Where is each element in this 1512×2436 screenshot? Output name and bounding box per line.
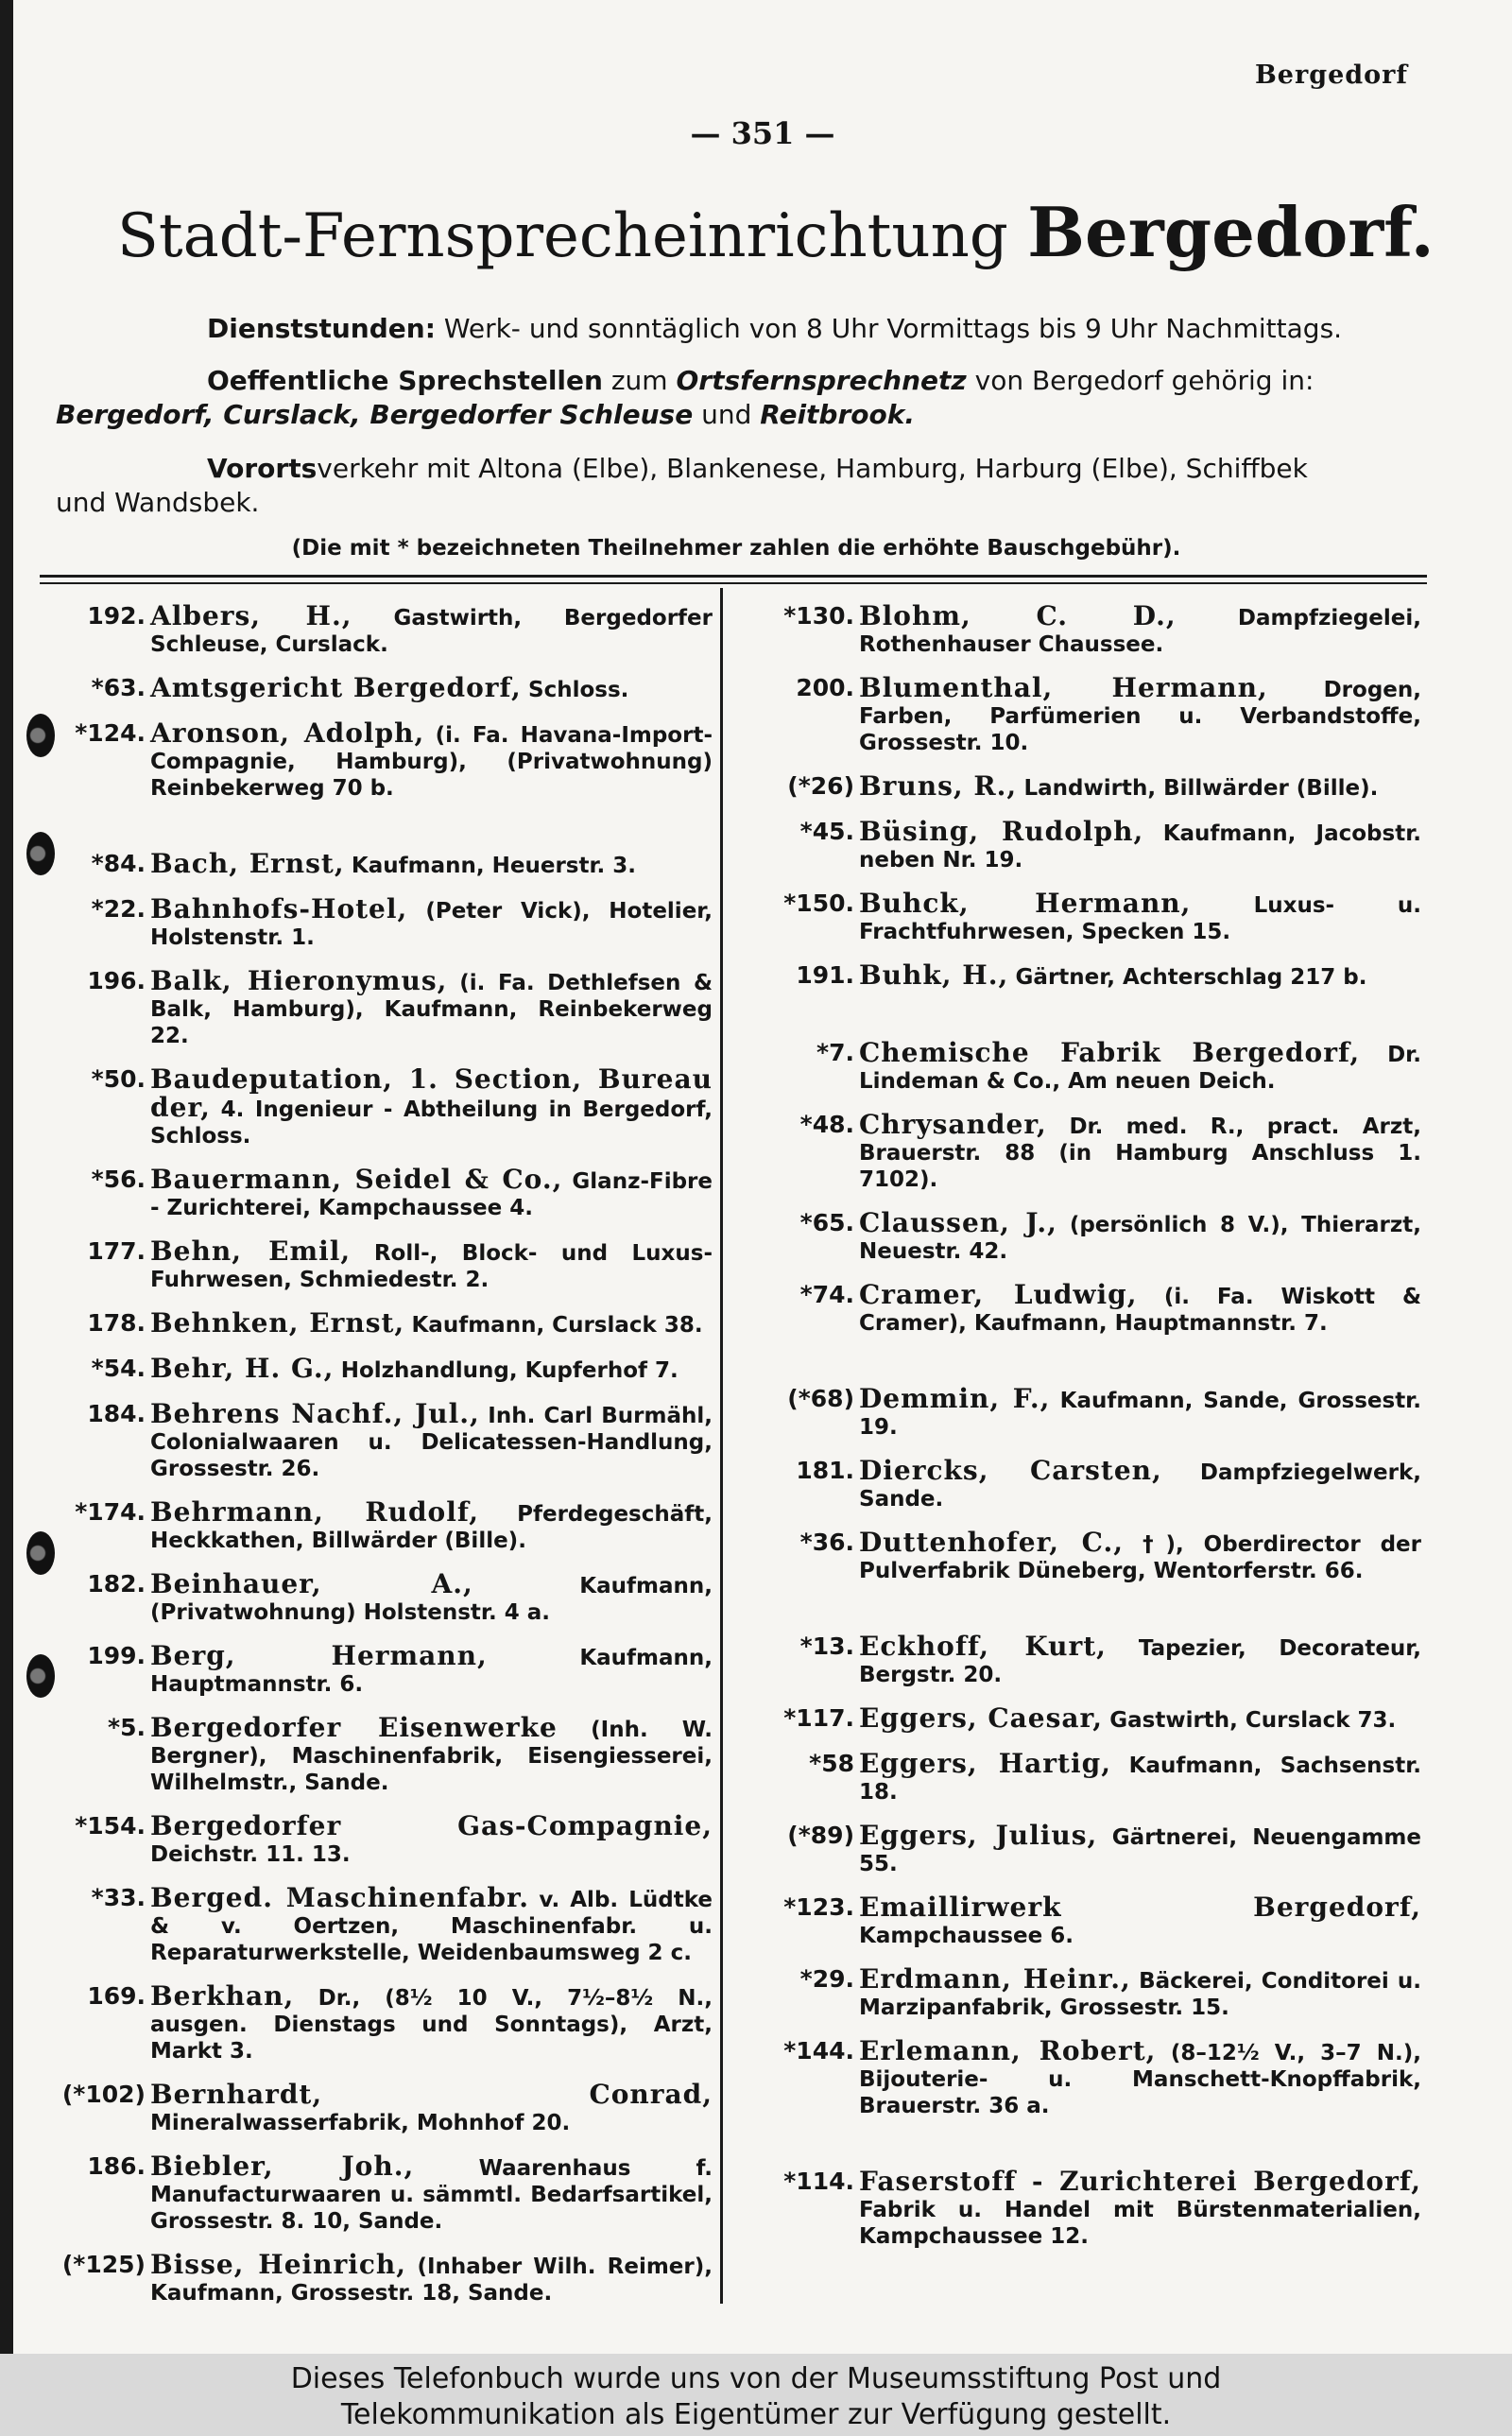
directory-entry xyxy=(760,1279,1422,1337)
directory-entry xyxy=(51,2153,713,2235)
public-stations xyxy=(56,364,1417,432)
public-text1: zum xyxy=(610,365,668,396)
directory-entry xyxy=(760,2035,1422,2119)
subscriber-number: *63. xyxy=(91,674,146,701)
directory-entry xyxy=(51,1810,713,1868)
subscriber-name: Bergedorfer Eisenwerke xyxy=(150,1712,558,1743)
subscriber-details: (Inhaber Wilh. Reimer), Kaufmann, Grossestr. 18, Sande. xyxy=(150,2255,713,2306)
subscriber-name: Demmin, F., xyxy=(859,1383,1051,1414)
subscriber-name: Bach, Ernst, xyxy=(150,848,345,879)
subscriber-number: 200. xyxy=(796,674,854,701)
subscriber-name: Balk, Hieronymus, xyxy=(150,965,448,996)
subscriber-number: (*68) xyxy=(787,1385,854,1412)
subscriber-name: Chrysander, xyxy=(859,1109,1047,1140)
subscriber-details: (Peter Vick), Hotelier, Holstenstr. 1. xyxy=(150,899,713,950)
public-net: Ortsfernsprechnetz xyxy=(676,365,967,396)
subscriber-details: Fabrik u. Handel mit Bürstenmaterialien, Kampchaussee 12. xyxy=(859,2198,1421,2249)
subscriber-details: Dr., (8½ 10 V., 7½–8½ N., ausgen. Dienstags und Sonntags), Arzt, Markt 3. xyxy=(150,1986,713,2064)
subscriber-name: Amtsgericht Bergedorf, xyxy=(150,672,522,703)
directory-entry xyxy=(51,1398,713,1482)
subscriber-details: Kaufmann, (Privatwohnung) Holstenstr. 4 a. xyxy=(150,1574,713,1625)
subscriber-name: Biebler, Joh., xyxy=(150,2151,415,2182)
directory-entry xyxy=(51,1640,713,1698)
subscriber-number: 178. xyxy=(87,1309,146,1337)
subscriber-name: Aronson, Adolph, xyxy=(150,717,425,749)
directory-entry xyxy=(760,1748,1422,1805)
subscriber-number: *5. xyxy=(108,1714,146,1741)
entry-gap xyxy=(760,1354,1421,1386)
subscriber-number: *22. xyxy=(91,895,146,923)
subscriber-details: Kampchaussee 6. xyxy=(859,1924,1074,1948)
subscriber-details: Dr. med. R., pract. Arzt, Brauerstr. 88 (in Hamburg Anschluss 1. 7102). xyxy=(859,1114,1421,1192)
subscriber-details: Landwirth, Billwärder (Bille). xyxy=(1023,776,1379,801)
directory-entry xyxy=(51,965,713,1049)
subscriber-name: Beinhauer, A., xyxy=(150,1568,473,1599)
subscriber-number: (*26) xyxy=(787,772,854,800)
subscriber-number: *65. xyxy=(799,1209,854,1236)
title-bold: Bergedorf. xyxy=(1027,192,1435,272)
directory-entry xyxy=(51,848,713,879)
subscriber-details: Drogen, Farben, Parfümerien u. Verbandstoffe, Grossestr. 10. xyxy=(859,678,1422,755)
subscriber-name: Behr, H. G., xyxy=(150,1353,335,1384)
public-text2: von Bergedorf gehörig in: xyxy=(974,365,1314,396)
fee-note: (Die mit * bezeichneten Theilnehmer zahlen die erhöhte Bauschgebühr). xyxy=(291,536,1181,561)
suburb-text: verkehr mit Altona (Elbe), Blankenese, Hamburg, Harburg (Elbe), Schiffbek xyxy=(317,453,1308,484)
directory-entry xyxy=(51,1307,713,1339)
binding-ring xyxy=(26,1654,55,1698)
subscriber-name: Bahnhofs-Hotel, xyxy=(150,893,408,924)
subscriber-name: Blohm, C. D., xyxy=(859,600,1177,631)
subscriber-number: 196. xyxy=(87,967,146,994)
subscriber-name: Faserstoff - Zurichterei Bergedorf, xyxy=(859,2166,1421,2197)
subscriber-details: Kaufmann, Curslack 38. xyxy=(411,1313,703,1338)
subscriber-details: Dr. Lindeman & Co., Am neuen Deich. xyxy=(859,1043,1421,1094)
subscriber-details: Gastwirth, Curslack 73. xyxy=(1109,1708,1397,1733)
directory-entry xyxy=(760,770,1421,802)
subscriber-name: Buhck, Hermann, xyxy=(859,888,1192,919)
subscriber-details: Kaufmann, Heuerstr. 3. xyxy=(351,854,637,878)
subscriber-name: Berged. Maschinenfabr. xyxy=(150,1882,529,1913)
directory-entry xyxy=(760,890,1421,945)
subscriber-number: 182. xyxy=(87,1570,146,1598)
public-and: und xyxy=(701,399,752,430)
subscriber-number: *45. xyxy=(799,818,854,845)
entry-gap xyxy=(760,2136,1421,2168)
subscriber-name: Claussen, J., xyxy=(859,1207,1057,1238)
directory-entry xyxy=(51,672,713,703)
public-label: Oeffentliche Sprechstellen xyxy=(207,365,603,396)
divider-top xyxy=(40,575,1427,578)
directory-entry xyxy=(760,1963,1422,2021)
subscriber-number: *54. xyxy=(91,1355,146,1382)
directory-entry xyxy=(51,1166,713,1221)
footer-line-1: Dieses Telefonbuch wurde uns von der Museumsstiftung Post und xyxy=(290,2362,1222,2395)
page-title xyxy=(117,192,1440,272)
subscriber-details: Bäckerei, Conditorei u. Marzipanfabrik, Grossestr. 15. xyxy=(859,1969,1422,2020)
subscriber-details: Roll-, Block- und Luxus-Fuhrwesen, Schmiedestr. 2. xyxy=(150,1241,713,1292)
subscriber-name: Behnken, Ernst, xyxy=(150,1307,405,1339)
subscriber-number: *114. xyxy=(783,2168,854,2195)
subscriber-number: *29. xyxy=(799,1965,854,1993)
suburban-traffic xyxy=(56,452,1417,520)
hours-label: Dienststunden: xyxy=(207,313,436,344)
subscriber-number: (*89) xyxy=(787,1822,854,1849)
subscriber-name: Erlemann, Robert, xyxy=(859,2035,1157,2066)
subscriber-name: Eckhoff, Kurt, xyxy=(859,1631,1107,1662)
directory-entry xyxy=(51,1980,713,2065)
directory-entry xyxy=(51,1353,713,1384)
directory-entry xyxy=(51,1568,713,1626)
subscriber-name: Baudeputation, 1. Section, Bureau der, xyxy=(150,1063,713,1123)
subscriber-number: 199. xyxy=(87,1642,146,1669)
directory-entry xyxy=(51,1882,713,1966)
subscriber-name: Eggers, Julius, xyxy=(859,1820,1098,1851)
directory-entry xyxy=(51,1496,713,1554)
subscriber-details: Dampfziegelei, Rothenhauser Chaussee. xyxy=(859,606,1422,657)
binding-ring xyxy=(26,714,55,757)
subscriber-number: *58 xyxy=(809,1750,854,1777)
subscriber-number: *117. xyxy=(783,1704,854,1732)
subscriber-number: *150. xyxy=(783,890,854,917)
subscriber-name: Behn, Emil, xyxy=(150,1235,352,1267)
entry-gap xyxy=(760,1008,1421,1040)
directory-entry xyxy=(760,1037,1421,1095)
subscriber-details: (8–12½ V., 3–7 N.), Bijouterie- u. Manschett-Knopffabrik, Brauerstr. 36 a. xyxy=(859,2041,1422,2118)
subscriber-details: Kaufmann, Jacobstr. neben Nr. 19. xyxy=(859,821,1422,872)
directory-entry xyxy=(760,1820,1421,1877)
page-number: — 351 — xyxy=(690,115,835,151)
directory-entry xyxy=(51,2249,713,2306)
subscriber-number: 177. xyxy=(87,1237,146,1265)
subscriber-name: Bernhardt, Conrad, xyxy=(150,2079,713,2110)
subscriber-details: Tapezier, Decorateur, Bergstr. 20. xyxy=(859,1636,1421,1687)
subscriber-name: Buhk, H., xyxy=(859,959,1009,991)
subscriber-number: 184. xyxy=(87,1400,146,1427)
subscriber-name: Büsing, Rudolph, xyxy=(859,816,1144,847)
subscriber-number: *13. xyxy=(799,1633,854,1660)
subscriber-name: Berg, Hermann, xyxy=(150,1640,488,1671)
subscriber-number: *84. xyxy=(91,850,146,877)
subscriber-details: Pferdegeschäft, Heckkathen, Billwärder (Bille). xyxy=(150,1502,713,1553)
subscriber-number: *48. xyxy=(799,1111,854,1138)
divider-top-thin xyxy=(40,582,1427,584)
subscriber-details: Kaufmann, Sande, Grossestr. 19. xyxy=(859,1389,1421,1440)
subscriber-details: (i. Fa. Wiskott & Cramer), Kaufmann, Hauptmannstr. 7. xyxy=(859,1285,1422,1336)
directory-entry xyxy=(51,600,713,658)
suburb-text2: und Wandsbek. xyxy=(56,487,260,518)
subscriber-details: Waarenhaus f. Manufacturwaaren u. sämmtl. Bedarfsartikel, Grossestr. 8. 10, Sande. xyxy=(150,2156,713,2234)
directory-entry xyxy=(760,959,1421,991)
directory-entry xyxy=(760,1894,1421,1949)
subscriber-number: *36. xyxy=(799,1529,854,1556)
subscriber-number: 181. xyxy=(796,1457,854,1484)
subscriber-details: Gärtnerei, Neuengamme 55. xyxy=(859,1825,1421,1876)
directory-entry xyxy=(760,2168,1421,2250)
public-last: Reitbrook. xyxy=(760,399,916,430)
subscriber-number: *33. xyxy=(91,1884,146,1911)
subscriber-details: (i. Fa. Dethlefsen & Balk, Hamburg), Kaufmann, Reinbekerweg 22. xyxy=(150,971,713,1048)
directory-entry xyxy=(760,1109,1421,1193)
subscriber-number: *7. xyxy=(816,1039,854,1066)
subscriber-number: *123. xyxy=(783,1893,854,1921)
subscriber-name: Berkhan, xyxy=(150,1980,295,2012)
service-hours xyxy=(56,312,1417,346)
directory-entry xyxy=(51,1063,713,1149)
subscriber-details: Dampfziegelwerk, Sande. xyxy=(859,1460,1421,1512)
directory-entry xyxy=(760,1207,1422,1265)
footer-line-2: Telekommunikation als Eigentümer zur Verfügung gestellt. xyxy=(340,2398,1172,2431)
directory-entry xyxy=(760,1383,1421,1441)
title-regular: Stadt-Fernsprecheinrichtung xyxy=(117,201,1008,271)
subscriber-number: (*125) xyxy=(61,2251,146,2278)
hours-text: Werk- und sonntäglich von 8 Uhr Vormittags bis 9 Uhr Nachmittags. xyxy=(443,313,1343,344)
subscriber-name: Diercks, Carsten, xyxy=(859,1455,1162,1486)
subscriber-number: (*102) xyxy=(61,2081,146,2108)
subscriber-details: (i. Fa. Havana-Import-Compagnie, Hamburg), (Privatwohnung) Reinbekerweg 70 b. xyxy=(150,723,713,801)
directory-entry xyxy=(760,672,1422,756)
subscriber-details: Kaufmann, Sachsenstr. 18. xyxy=(859,1754,1422,1805)
right-column xyxy=(760,600,1422,2267)
public-places: Bergedorf, Curslack, Bergedorfer Schleuse xyxy=(56,399,694,430)
subscriber-details: (Inh. W. Bergner), Maschinenfabrik, Eisengiesserei, Wilhelmstr., Sande. xyxy=(150,1718,713,1795)
subscriber-name: Emaillirwerk Bergedorf, xyxy=(859,1892,1421,1923)
directory-entry xyxy=(760,600,1422,658)
subscriber-name: Bisse, Heinrich, xyxy=(150,2249,407,2280)
subscriber-number: *74. xyxy=(799,1281,854,1308)
subscriber-details: Inh. Carl Burmähl, Colonialwaaren u. Delicatessen-Handlung, Grossestr. 26. xyxy=(150,1404,713,1481)
directory-entry xyxy=(51,2079,713,2136)
running-header: Bergedorf xyxy=(1254,60,1408,90)
subscriber-name: Blumenthal, Hermann, xyxy=(859,672,1268,703)
binding-ring xyxy=(26,1531,55,1575)
subscriber-details: v. Alb. Lüdtke & v. Oertzen, Maschinenfabr. u. Reparaturwerkstelle, Weidenbaumsweg 2 c. xyxy=(150,1888,713,1965)
subscriber-details: Kaufmann, Hauptmannstr. 6. xyxy=(150,1646,713,1697)
subscriber-name: Behrmann, Rudolf, xyxy=(150,1496,480,1528)
directory-entry xyxy=(760,1633,1421,1688)
subscriber-details: Holzhandlung, Kupferhof 7. xyxy=(340,1358,679,1383)
directory-entry xyxy=(51,1712,713,1796)
subscriber-name: Eggers, Hartig, xyxy=(859,1748,1111,1779)
subscriber-number: *154. xyxy=(75,1812,146,1840)
subscriber-name: Bauermann, Seidel & Co., xyxy=(150,1164,563,1195)
subscriber-details: Gärtner, Achterschlag 217 b. xyxy=(1015,965,1367,990)
subscriber-number: *144. xyxy=(783,2037,854,2065)
subscriber-name: Albers, H., xyxy=(150,600,352,631)
directory-entry xyxy=(760,816,1422,873)
left-column xyxy=(51,600,713,2324)
subscriber-details: Gastwirth, Bergedorfer Schleuse, Curslack. xyxy=(150,606,713,657)
entry-gap xyxy=(760,1601,1421,1633)
subscriber-details: Schloss. xyxy=(528,678,629,702)
subscriber-name: Erdmann, Heinr., xyxy=(859,1963,1131,1995)
entry-gap xyxy=(51,819,713,851)
directory-entry xyxy=(760,1529,1421,1584)
directory-entry xyxy=(760,1455,1421,1512)
subscriber-name: Eggers, Caesar, xyxy=(859,1702,1103,1734)
subscriber-name: Duttenhofer, C., xyxy=(859,1527,1124,1558)
subscriber-details: Deichstr. 11. 13. xyxy=(150,1842,351,1867)
subscriber-details: †), Oberdirector der Pulverfabrik Düneberg, Wentorferstr. 66. xyxy=(859,1532,1421,1583)
subscriber-name: Chemische Fabrik Bergedorf, xyxy=(859,1037,1361,1068)
subscriber-name: Bruns, R., xyxy=(859,770,1018,802)
subscriber-details: (persönlich 8 V.), Thierarzt, Neuestr. 42. xyxy=(859,1213,1422,1264)
binding-ring xyxy=(26,832,55,875)
subscriber-number: 186. xyxy=(87,2152,146,2180)
archive-footer xyxy=(0,2354,1512,2436)
subscriber-number: 191. xyxy=(796,961,854,989)
directory-entry xyxy=(760,1702,1421,1734)
subscriber-number: *174. xyxy=(75,1498,146,1526)
suburb-label: Vororts xyxy=(207,453,318,484)
directory-entry xyxy=(51,1235,713,1293)
subscriber-name: Cramer, Ludwig, xyxy=(859,1279,1138,1310)
subscriber-details: Glanz-Fibre - Zurichterei, Kampchaussee 4. xyxy=(150,1169,713,1220)
subscriber-details: Mineralwasserfabrik, Mohnhof 20. xyxy=(150,2111,571,2135)
column-divider xyxy=(720,588,723,2304)
subscriber-name: Behrens Nachf., Jul., xyxy=(150,1398,480,1429)
subscriber-number: *56. xyxy=(91,1166,146,1193)
subscriber-details: Luxus- u. Frachtfuhrwesen, Specken 15. xyxy=(859,893,1422,944)
subscriber-name: Bergedorfer Gas-Compagnie, xyxy=(150,1810,713,1841)
subscriber-details: 4. Ingenieur - Abtheilung in Bergedorf, Schloss. xyxy=(150,1097,713,1149)
subscriber-number: 192. xyxy=(87,602,146,630)
subscriber-number: *130. xyxy=(783,602,854,630)
subscriber-number: *50. xyxy=(91,1065,146,1093)
directory-entry xyxy=(51,717,713,802)
directory-entry xyxy=(51,893,713,951)
subscriber-number: 169. xyxy=(87,1982,146,2010)
subscriber-number: *124. xyxy=(75,719,146,747)
